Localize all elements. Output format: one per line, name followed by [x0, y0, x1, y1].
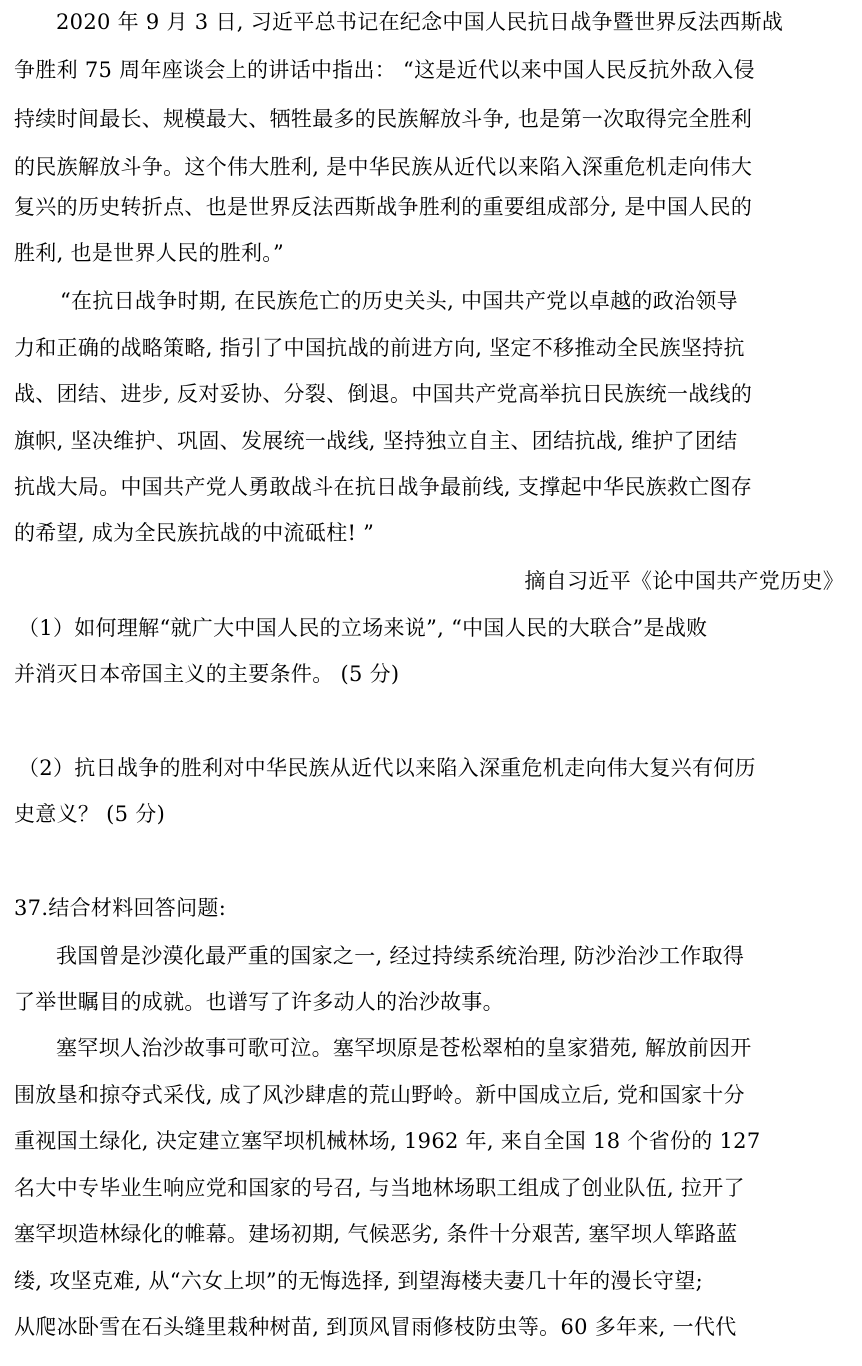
text-line: 的希望, 成为全民族抗战的中流砥柱! ” — [14, 521, 375, 545]
text-line: 2020 年 9 月 3 日, 习近平总书记在纪念中国人民抗日战争暨世界反法西斯战 — [56, 10, 784, 34]
text-line: 塞罕坝造林绿化的帷幕。建场初期, 气候恶劣, 条件十分艰苦, 塞罕坝人筚路蓝 — [14, 1222, 738, 1246]
text-line: 胜利, 也是世界人民的胜利。” — [14, 241, 285, 265]
text-line: 围放垦和掠夺式采伐, 成了风沙肆虐的荒山野岭。新中国成立后, 党和国家十分 — [14, 1083, 745, 1107]
text-line: 抗战大局。中国共产党人勇敢战斗在抗日战争最前线, 支撑起中华民族救亡图存 — [14, 475, 753, 499]
text-line: 我国曾是沙漠化最严重的国家之一, 经过持续系统治理, 防沙治沙工作取得 — [56, 944, 745, 968]
text-line: 力和正确的战略策略, 指引了中国抗战的前进方向, 坚定不移推动全民族坚持抗 — [14, 336, 745, 360]
text-line: 旗帜, 坚决维护、巩固、发展统一战线, 坚持独立自主、团结抗战, 维护了团结 — [14, 429, 738, 453]
question-2: （2）抗日战争的胜利对中华民族从近代以来陷入深重危机走向伟大复兴有何历 — [18, 756, 756, 780]
text-line: 从爬冰卧雪在石头缝里栽种树苗, 到顶风冒雨修枝防虫等。60 多年来, 一代代 — [14, 1315, 737, 1339]
text-line: 缕, 攻坚克难, 从“六女上坝”的无悔选择, 到望海楼夫妻几十年的漫长守望; — [14, 1269, 703, 1293]
source-citation: 摘自习近平《论中国共产党历史》 — [524, 569, 844, 593]
text-line: 名大中专毕业生响应党和国家的号召, 与当地林场职工组成了创业队伍, 拉开了 — [14, 1176, 745, 1200]
text-line: 持续时间最长、规模最大、牺牲最多的民族解放斗争, 也是第一次取得完全胜利 — [14, 107, 753, 131]
text-line: 塞罕坝人治沙故事可歌可泣。塞罕坝原是苍松翠柏的皇家猎苑, 解放前因开 — [56, 1036, 752, 1060]
question-1-cont: 并消灭日本帝国主义的主要条件。 (5 分) — [14, 662, 400, 686]
text-line: 的民族解放斗争。这个伟大胜利, 是中华民族从近代以来陷入深重危机走向伟大 — [14, 155, 753, 179]
text-line: 争胜利 75 周年座谈会上的讲话中指出： “这是近代以来中国人民反抗外敌入侵 — [14, 58, 755, 82]
question-37-heading: 37.结合材料回答问题: — [14, 896, 227, 920]
text-line: 战、团结、进步, 反对妥协、分裂、倒退。中国共产党高举抗日民族统一战线的 — [14, 382, 753, 406]
text-line: 重视国土绿化, 决定建立塞罕坝机械林场, 1962 年, 来自全国 18 个省份的 127 — [14, 1129, 761, 1153]
text-line: 了举世瞩目的成就。也谱写了许多动人的治沙故事。 — [14, 990, 504, 1014]
text-line: “在抗日战争时期, 在民族危亡的历史关头, 中国共产党以卓越的政治领导 — [60, 289, 738, 313]
question-2-cont: 史意义？ (5 分) — [14, 802, 166, 826]
text-line: 复兴的历史转折点、也是世界反法西斯战争胜利的重要组成部分, 是中国人民的 — [14, 195, 753, 219]
question-1: （1）如何理解“就广大中国人民的立场来说”, “中国人民的大联合”是战败 — [18, 616, 708, 640]
